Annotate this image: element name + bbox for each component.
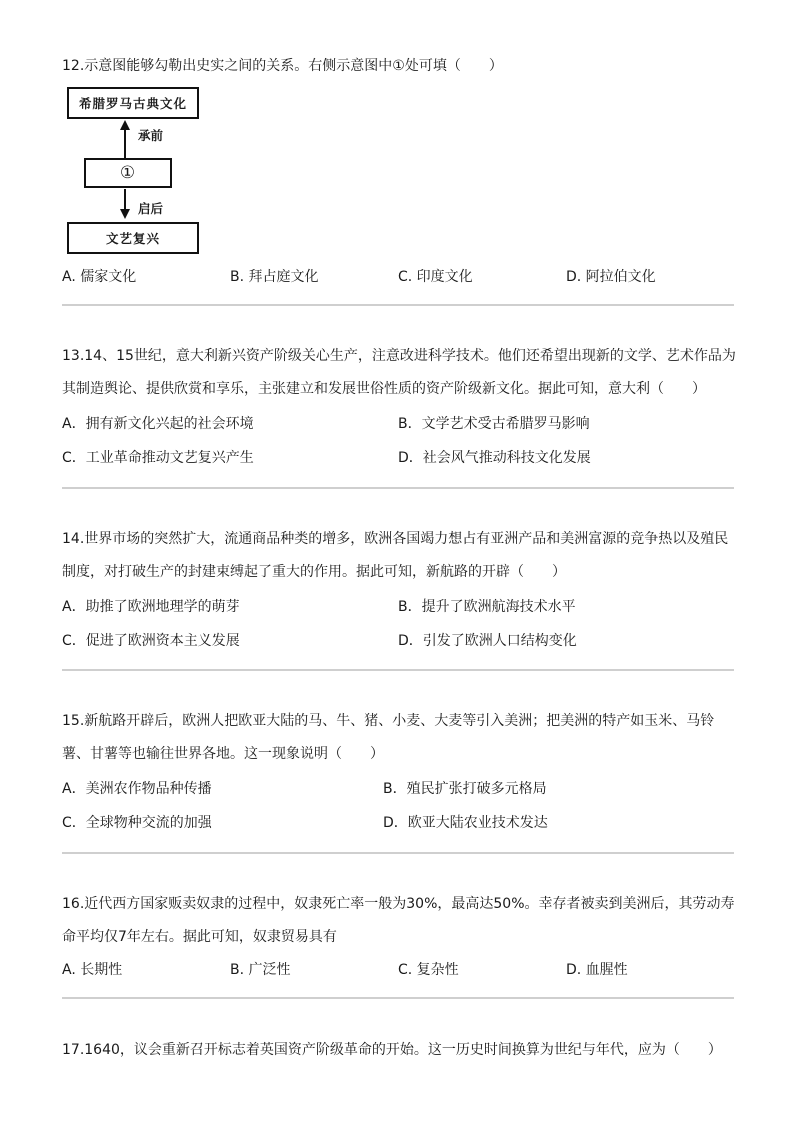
divider [62,487,734,489]
q13-option-d[interactable]: D．社会风气推动科技文化发展 [398,450,591,466]
q13-option-b[interactable]: B．文学艺术受古希腊罗马影响 [398,416,590,432]
arrow-down-icon [120,209,130,219]
q16-option-d[interactable]: D. 血腥性 [566,962,628,978]
q12-option-a[interactable]: A. 儒家文化 [62,269,137,285]
diagram-down-label: 启后 [138,201,164,216]
divider [62,304,734,306]
q12-option-d[interactable]: D. 阿拉伯文化 [566,269,656,285]
diagram-up-label: 承前 [138,128,164,143]
q15-option-b[interactable]: B．殖民扩张打破多元格局 [383,781,547,797]
q15-option-a[interactable]: A．美洲农作物品种传播 [62,781,212,797]
q14-option-a[interactable]: A．助推了欧洲地理学的萌芽 [62,599,240,615]
diagram-top-box: 希腊罗马古典文化 [67,87,199,119]
q12-option-c[interactable]: C. 印度文化 [398,269,473,285]
q13-option-a[interactable]: A．拥有新文化兴起的社会环境 [62,416,254,432]
q15-option-c[interactable]: C．全球物种交流的加强 [62,815,212,831]
q12-stem: 12.示意图能够勾勒出史实之间的关系。右侧示意图中①处可填（ ） [62,58,503,74]
divider [62,997,734,999]
q14-stem: 14.世界市场的突然扩大，流通商品种类的增多，欧洲各国竭力想占有亚洲产品和美洲富源的竞争热以及殖民制度，对打破生产的封建束缚起了重大的作用。据此可知，新航路的开辟（ ） [62,531,729,580]
divider [62,669,734,671]
divider [62,852,734,854]
q17-stem: 17.1640，议会重新召开标志着英国资产阶级革命的开始。这一历史时间换算为世纪与年代，应为（ ） [62,1042,722,1058]
arrow-up-icon [120,120,130,130]
q14-option-d[interactable]: D．引发了欧洲人口结构变化 [398,633,577,649]
q14-option-b[interactable]: B．提升了欧洲航海技术水平 [398,599,576,615]
q16-stem: 16.近代西方国家贩卖奴隶的过程中，奴隶死亡率一般为30%，最高达50%。幸存者被卖到美洲后，其劳动寿命平均仅7年左右。据此可知，奴隶贸易具有 [62,896,735,945]
diagram-bottom-box: 文艺复兴 [67,222,199,254]
q12-option-b[interactable]: B. 拜占庭文化 [230,269,319,285]
q16-option-a[interactable]: A. 长期性 [62,962,123,978]
q15-option-d[interactable]: D．欧亚大陆农业技术发达 [383,815,548,831]
q16-option-c[interactable]: C. 复杂性 [398,962,459,978]
q13-stem: 13.14、15世纪，意大利新兴资产阶级关心生产，注意改进科学技术。他们还希望出现新的文学、艺术作品为其制造舆论、提供欣赏和享乐，主张建立和发展世俗性质的资产阶级新文化。据此可知，意大利（ ） [62,348,736,397]
q14-option-c[interactable]: C．促进了欧洲资本主义发展 [62,633,240,649]
diagram-middle-box: ① [84,158,172,188]
q15-stem: 15.新航路开辟后，欧洲人把欧亚大陆的马、牛、猪、小麦、大麦等引入美洲；把美洲的特产如玉米、马铃薯、甘薯等也输往世界各地。这一现象说明（ ） [62,713,715,762]
q16-option-b[interactable]: B. 广泛性 [230,962,291,978]
q13-option-c[interactable]: C．工业革命推动文艺复兴产生 [62,450,254,466]
